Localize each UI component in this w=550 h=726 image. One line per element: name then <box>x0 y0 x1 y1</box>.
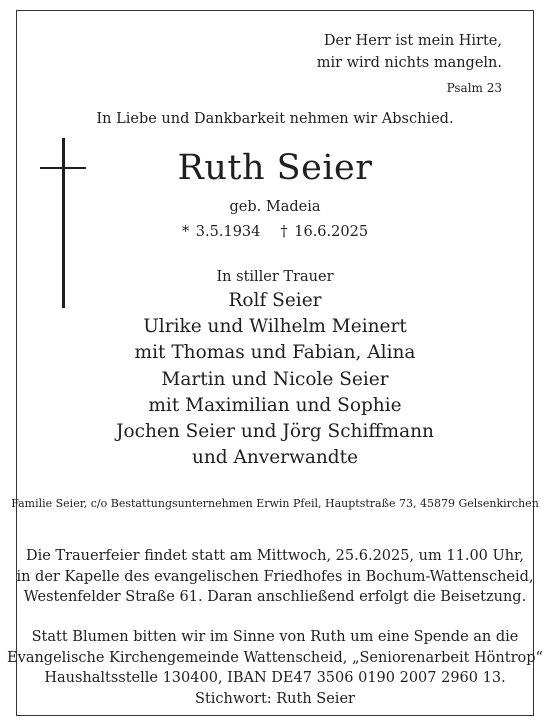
psalm-reference: Psalm 23 <box>446 81 502 95</box>
life-dates <box>0 224 550 240</box>
mourner-line: mit Maximilian und Sophie <box>148 394 402 416</box>
mourner-line: Rolf Seier <box>228 290 322 311</box>
donation-line: Evangelische Kirchengemeinde Wattenscheid, „Seniorenarbeit Höntrop“ <box>7 649 543 666</box>
mourners-list <box>0 288 550 471</box>
donation-line: Statt Blumen bitten wir im Sinne von Ruth um eine Spende an die <box>31 629 519 645</box>
deceased-name: Ruth Seier <box>177 148 373 188</box>
donation-line: Haushaltsstelle 130400, IBAN DE47 3506 0190 2007 2960 13. <box>44 670 506 686</box>
ceremony-line: Die Trauerfeier findet statt am Mittwoch, 25.6.2025, um 11.00 Uhr, <box>25 548 525 564</box>
psalm-quote <box>317 30 502 96</box>
contact-address: Familie Seier, c/o Bestattungsunternehmen Erwin Pfeil, Hauptstraße 73, 45879 Gelsenkirchen <box>11 497 539 510</box>
psalm-line-1: Der Herr ist mein Hirte, <box>323 33 502 49</box>
donation-info <box>0 627 550 709</box>
psalm-line-2: mir wird nichts mangeln. <box>316 55 502 71</box>
ceremony-info <box>0 546 550 608</box>
donation-line: Stichwort: Ruth Seier <box>195 690 355 707</box>
mourner-line: Martin und Nicole Seier <box>161 368 389 390</box>
birth-date: * 3.5.1934 <box>181 224 261 240</box>
intro-text: In Liebe und Dankbarkeit nehmen wir Abschied. <box>96 111 454 127</box>
mourner-line: Jochen Seier und Jörg Schiffmann <box>116 421 434 443</box>
mourner-line: Ulrike und Wilhelm Meinert <box>143 316 407 338</box>
mourner-line: mit Thomas und Fabian, Alina <box>134 342 416 364</box>
ceremony-line: in der Kapelle des evangelischen Friedhofes in Bochum-Wattenscheid, <box>16 568 534 585</box>
mourners-label: In stiller Trauer <box>216 269 334 285</box>
mourner-line: und Anverwandte <box>191 447 359 469</box>
ceremony-line: Westenfelder Straße 61. Daran anschließend erfolgt die Beisetzung. <box>23 589 527 605</box>
birth-name: geb. Madeia <box>229 199 321 215</box>
death-date: † 16.6.2025 <box>280 224 369 240</box>
